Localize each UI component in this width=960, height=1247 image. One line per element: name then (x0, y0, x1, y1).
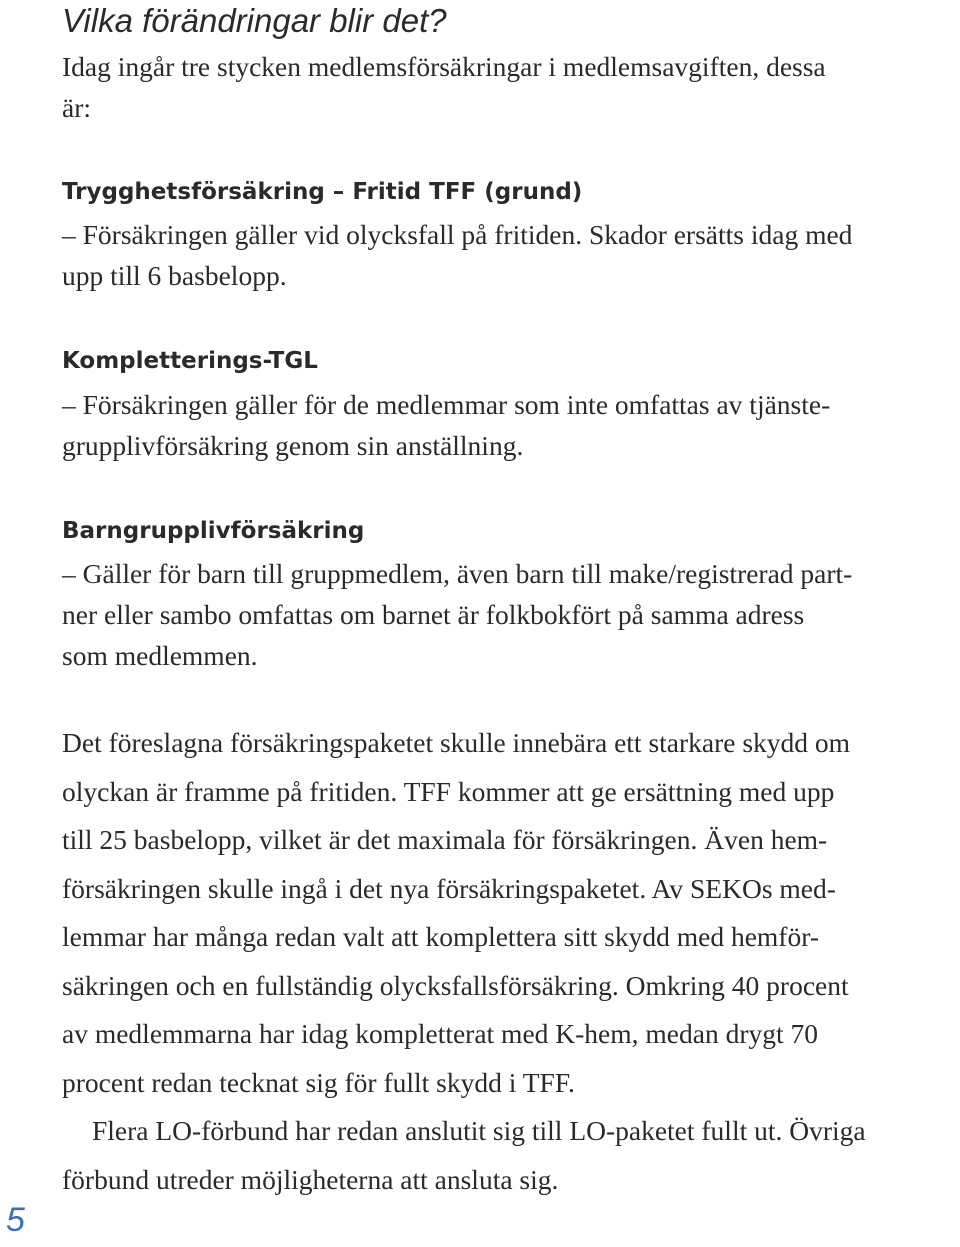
intro-paragraph (62, 46, 826, 128)
section-text-barngrupplivforsakring (62, 553, 852, 676)
intro-line: Idag ingår tre stycken medlemsförsäkringar i medlemsavgiften, dessa (62, 51, 826, 82)
body-line: försäkringen skulle ingå i det nya försäkringspaketet. Av SEKOs med- (62, 872, 836, 904)
body-line: till 25 basbelopp, vilket är det maximala för försäkringen. Även hem- (62, 824, 828, 855)
section-line: grupplivförsäkring genom sin anställning. (62, 430, 524, 461)
page-number: 5 (6, 1201, 25, 1239)
body-line: lemmar har många redan valt att komplettera sitt skydd med hemför- (62, 921, 819, 952)
body-line: Det föreslagna försäkringspaketet skulle innebära ett starkare skydd om (62, 727, 851, 758)
section-line: upp till 6 basbelopp. (62, 260, 287, 291)
section-heading-kompletterings-tgl: Kompletterings-TGL (62, 348, 318, 374)
intro-line: är: (62, 92, 92, 123)
body-line: säkringen och en fullständig olycksfallsförsäkring. Omkring 40 procent (62, 969, 849, 1001)
section-text-trygghetsforsakring (62, 214, 852, 296)
section-text-kompletterings-tgl (62, 384, 830, 466)
section-line: – Försäkringen gäller för de medlemmar som inte omfattas av tjänste- (62, 389, 831, 420)
section-line: – Gäller för barn till gruppmedlem, även barn till make/registrerad part- (62, 558, 853, 589)
section-heading-barngrupplivforsakring: Barngrupplivförsäkring (62, 518, 365, 544)
section-line: som medlemmen. (62, 640, 258, 671)
body-line: procent redan tecknat sig för fullt skydd i TFF. (62, 1066, 575, 1098)
body-line: Flera LO-förbund har redan anslutit sig till LO-paketet fullt ut. Övriga (92, 1115, 866, 1146)
body-paragraph-2 (62, 1107, 866, 1204)
body-line: förbund utreder möjligheterna att ansluta sig. (62, 1163, 559, 1195)
body-paragraph-1 (62, 719, 850, 1107)
section-heading-trygghetsforsakring: Trygghetsförsäkring – Fritid TFF (grund) (62, 179, 583, 205)
section-line: ner eller sambo omfattas om barnet är folkbokfört på samma adress (62, 599, 805, 630)
section-line: – Försäkringen gäller vid olycksfall på fritiden. Skador ersätts idag med (62, 219, 853, 250)
body-line: olyckan är framme på fritiden. TFF kommer att ge ersättning med upp (62, 775, 835, 807)
body-line: av medlemmarna har idag kompletterat med K-hem, medan drygt 70 (62, 1018, 818, 1049)
page-title: Vilka förändringar blir det? (62, 2, 447, 39)
